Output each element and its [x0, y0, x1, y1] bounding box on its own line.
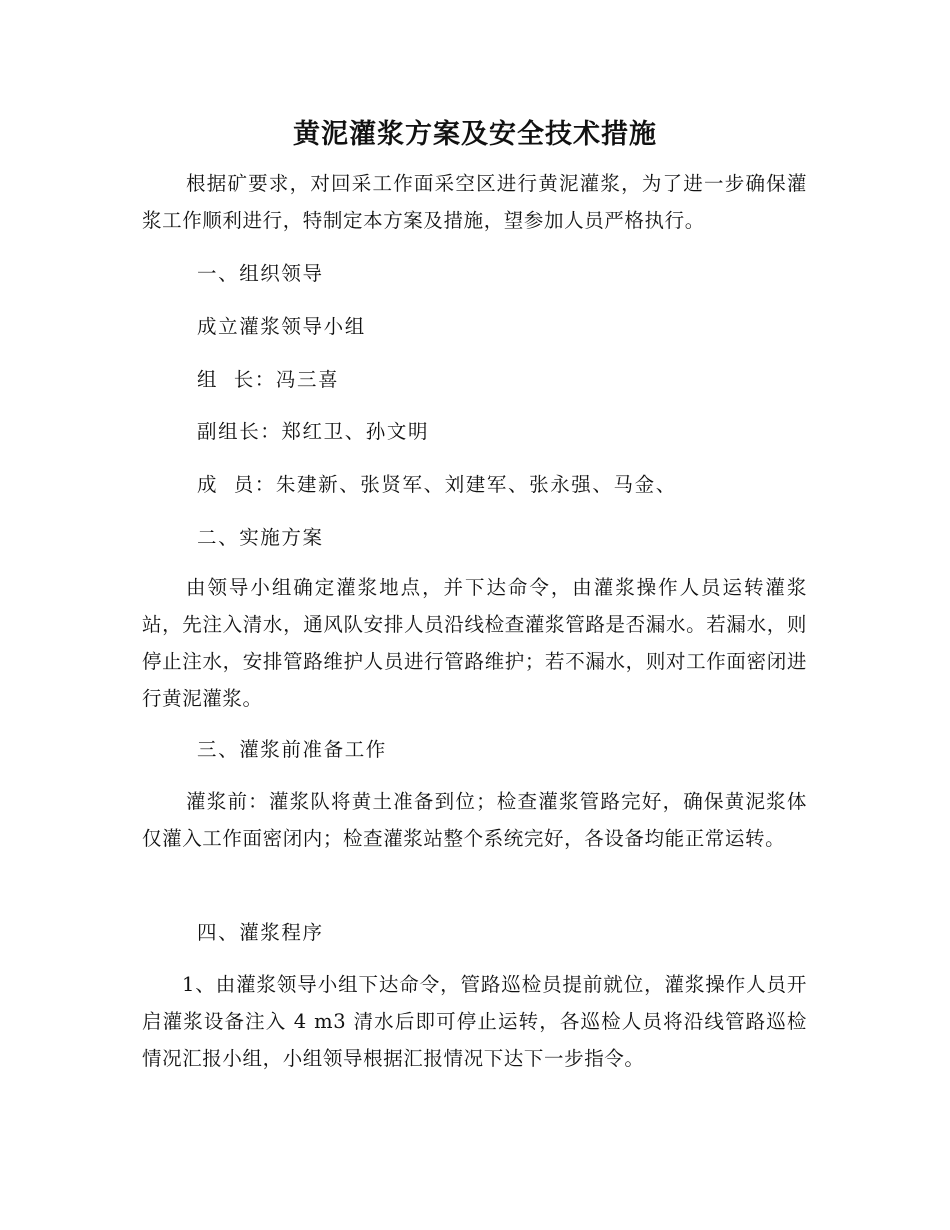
procedure-item-1: 1、由灌浆领导小组下达命令，管路巡检员提前就位，灌浆操作人员开启灌浆设备注入 4 m3 清水后即可停止运转，各巡检人员将沿线管路巡检情况汇报小组，小组领导根据汇报情况下达下一步指令。 — [142, 973, 807, 1070]
section-heading-organization: 一、组织领导 — [197, 262, 324, 285]
document-title: 黄泥灌浆方案及安全技术措施 — [293, 119, 657, 150]
preparation-paragraph: 灌浆前：灌浆队将黄土准备到位；检查灌浆管路完好，确保黄泥浆体仅灌入工作面密闭内；检查灌浆站整个系统完好，各设备均能正常运转。 — [142, 790, 807, 850]
section-heading-procedure: 四、灌浆程序 — [197, 921, 324, 944]
intro-paragraph: 根据矿要求，对回采工作面采空区进行黄泥灌浆，为了进一步确保灌浆工作顺利进行，特制定本方案及措施，望参加人员严格执行。 — [142, 172, 807, 232]
members-line: 成 员：朱建新、张贤军、刘建军、张永强、马金、 — [197, 473, 677, 496]
group-line: 成立灌浆领导小组 — [197, 315, 366, 338]
section-heading-plan: 二、实施方案 — [197, 526, 324, 549]
plan-paragraph: 由领导小组确定灌浆地点，并下达命令，由灌浆操作人员运转灌浆站，先注入清水，通风队安排人员沿线检查灌浆管路是否漏水。若漏水，则停止注水，安排管路维护人员进行管路维护；若不漏水，则对工作面密闭进行黄泥灌浆。 — [142, 576, 807, 710]
leader-line: 组 长：冯三喜 — [197, 368, 340, 391]
deputy-line: 副组长：郑红卫、孙文明 — [197, 420, 430, 443]
section-heading-preparation: 三、灌浆前准备工作 — [197, 738, 387, 761]
